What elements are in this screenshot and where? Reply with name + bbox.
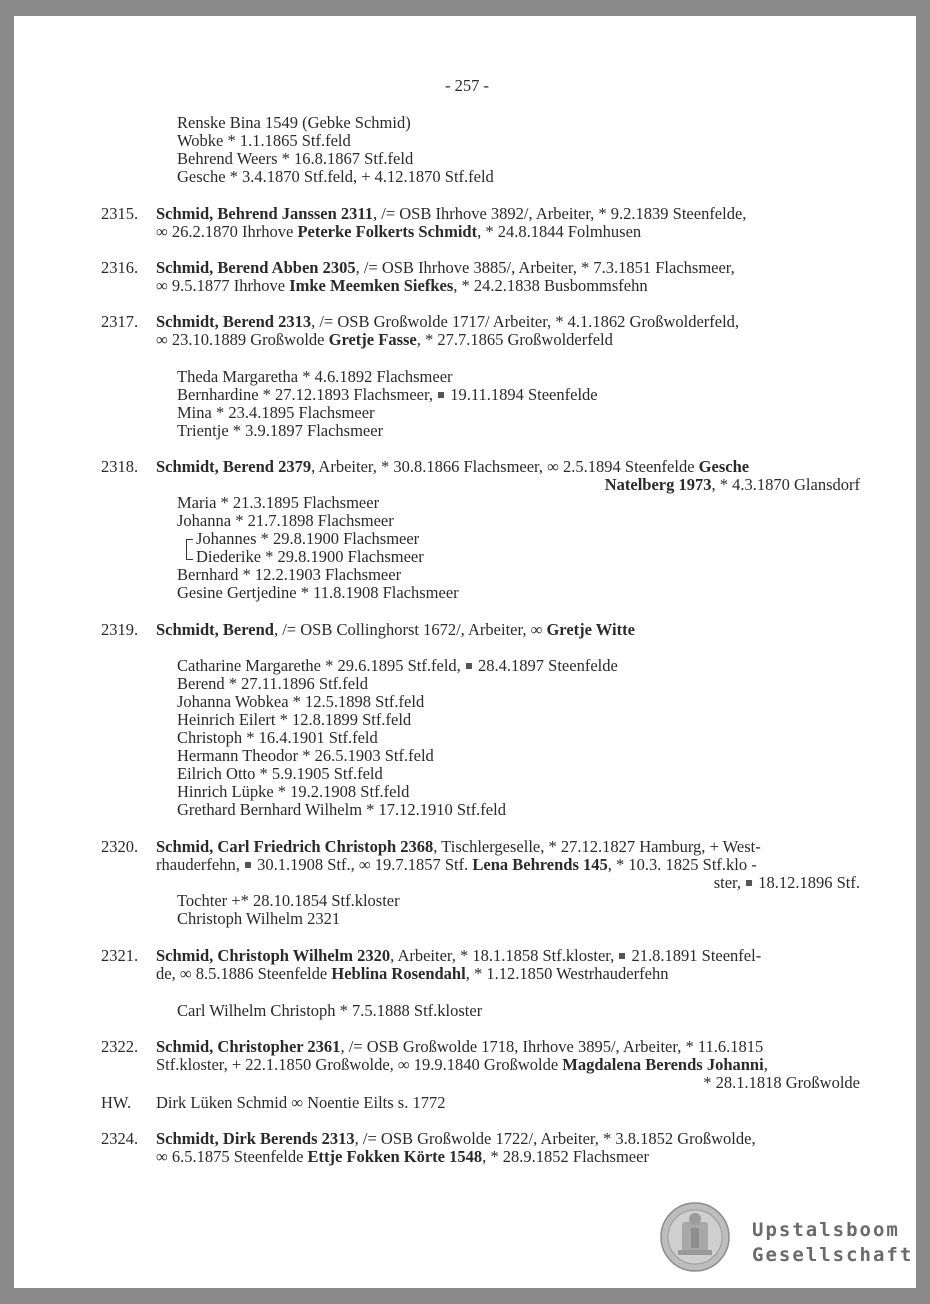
entry-text: ,	[763, 1055, 768, 1074]
entry-text: , /= OSB Großwolde 1722/, Arbeiter, * 3.8.1852 Großwolde,	[354, 1129, 756, 1148]
entry-text: ∞ 9.5.1877 Ihrhove	[156, 276, 290, 295]
child-text: Bernhardine * 27.12.1893 Flachsmeer,	[177, 385, 438, 404]
logo-text-line1: Upstalsboom	[752, 1219, 900, 1241]
child-line: Tochter +* 28.10.1854 Stf.kloster	[177, 891, 400, 910]
child-line: Grethard Bernhard Wilhelm * 17.12.1910 Stf.feld	[177, 800, 506, 819]
entry-line	[156, 856, 757, 874]
child-text: 19.11.1894 Steenfelde	[450, 385, 598, 404]
entry-text: ∞ 26.2.1870 Ihrhove	[156, 222, 298, 241]
entry-text: , /= OSB Großwolde 1717/ Arbeiter, * 4.1.1862 Großwolderfeld,	[311, 312, 740, 331]
child-line: Hermann Theodor * 26.5.1903 Stf.feld	[177, 746, 434, 765]
page-number: - 257 -	[445, 76, 489, 95]
entry-text: , * 24.8.1844 Folmhusen	[477, 222, 642, 241]
person-name: Schmidt, Berend	[156, 620, 274, 639]
entry-number: 2320.	[101, 837, 139, 856]
person-name: Schmid, Christopher 2361	[156, 1037, 341, 1056]
person-name: Schmid, Christoph Wilhelm 2320	[156, 946, 391, 965]
child-line: Hinrich Lüpke * 19.2.1908 Stf.feld	[177, 782, 410, 801]
entry-line	[156, 838, 761, 856]
entry-number: 2322.	[101, 1037, 139, 1056]
spouse-name: Gretje Witte	[546, 620, 635, 639]
entry-number: 2315.	[101, 204, 139, 223]
entry-line	[156, 277, 648, 295]
child-line	[177, 657, 618, 675]
spouse-name: Natelberg 1973	[604, 475, 712, 494]
child-line: Heinrich Eilert * 12.8.1899 Stf.feld	[177, 710, 412, 729]
entry-number: 2318.	[101, 457, 139, 476]
spouse-name: Peterke Folkerts Schmidt	[297, 222, 478, 241]
child-line: Bernhard * 12.2.1903 Flachsmeer	[177, 565, 402, 584]
seal-logo-icon	[660, 1202, 730, 1272]
entry-text: , * 10.3. 1825 Stf.klo -	[607, 855, 757, 874]
spouse-name: Lena Behrends 145	[472, 855, 608, 874]
child-line: Wobke * 1.1.1865 Stf.feld	[177, 131, 351, 150]
burial-symbol-icon	[438, 392, 444, 398]
entry-text: 21.8.1891 Steenfel-	[631, 946, 762, 965]
spouse-name: Gretje Fasse	[328, 330, 417, 349]
person-name: Schmid, Berend Abben 2305	[156, 258, 356, 277]
person-name: Schmidt, Berend 2379	[156, 457, 312, 476]
spouse-name: Heblina Rosendahl	[331, 964, 466, 983]
person-name: Schmid, Carl Friedrich Christoph 2368	[156, 837, 434, 856]
logo-text-line2: Gesellschaft	[752, 1244, 914, 1266]
entry-number: 2317.	[101, 312, 139, 331]
entry-text: rhauderfehn,	[156, 855, 244, 874]
child-line: Berend * 27.11.1896 Stf.feld	[177, 674, 368, 693]
entry-text: , * 27.7.1865 Großwolderfeld	[416, 330, 613, 349]
entry-line	[156, 1038, 763, 1056]
child-line: Trientje * 3.9.1897 Flachsmeer	[177, 421, 384, 440]
child-line: Christoph * 16.4.1901 Stf.feld	[177, 728, 378, 747]
child-line: Johanna * 21.7.1898 Flachsmeer	[177, 511, 394, 530]
child-line: Christoph Wilhelm 2321	[177, 909, 341, 928]
entry-line	[156, 621, 635, 639]
entry-line	[714, 874, 860, 892]
entry-text: , /= OSB Collinghorst 1672/, Arbeiter, ∞	[273, 620, 547, 639]
entry-text: , /= OSB Ihrhove 3892/, Arbeiter, * 9.2.1839 Steenfelde,	[373, 204, 747, 223]
child-line: Diederike * 29.8.1900 Flachsmeer	[196, 547, 424, 566]
entry-line	[156, 947, 761, 965]
child-line: Gesine Gertjedine * 11.8.1908 Flachsmeer	[177, 583, 459, 602]
person-name: Schmid, Behrend Janssen 2311	[156, 204, 373, 223]
spouse-name: Imke Meemken Siefkes	[289, 276, 454, 295]
child-line: Renske Bina 1549 (Gebke Schmid)	[177, 113, 411, 132]
child-line: Eilrich Otto * 5.9.1905 Stf.feld	[177, 764, 383, 783]
burial-symbol-icon	[746, 880, 752, 886]
entry-line: Dirk Lüken Schmid ∞ Noentie Eilts s. 1772	[156, 1093, 446, 1112]
child-line: Johannes * 29.8.1900 Flachsmeer	[196, 529, 420, 548]
entry-text: de, ∞ 8.5.1886 Steenfelde	[156, 964, 332, 983]
entry-line	[156, 223, 641, 241]
entry-number: 2316.	[101, 258, 139, 277]
entry-line	[156, 259, 735, 277]
entry-line	[605, 476, 860, 494]
child-line: Maria * 21.3.1895 Flachsmeer	[177, 493, 380, 512]
spouse-name: Magdalena Berends Johanni	[562, 1055, 764, 1074]
child-line: Carl Wilhelm Christoph * 7.5.1888 Stf.kloster	[177, 1001, 483, 1020]
person-name: Schmidt, Berend 2313	[156, 312, 312, 331]
entry-number: 2321.	[101, 946, 139, 965]
entry-line	[156, 965, 668, 983]
entry-text: , /= OSB Großwolde 1718, Ihrhove 3895/, Arbeiter, * 11.6.1815	[340, 1037, 764, 1056]
twin-bracket	[186, 539, 187, 560]
entry-line: * 28.1.1818 Großwolde	[703, 1073, 860, 1092]
entry-number: 2324.	[101, 1129, 139, 1148]
spouse-name: Ettje Fokken Körte 1548	[307, 1147, 483, 1166]
entry-number: HW.	[101, 1093, 132, 1112]
entry-line	[156, 205, 746, 223]
entry-text: ∞ 6.5.1875 Steenfelde	[156, 1147, 308, 1166]
burial-symbol-icon	[245, 862, 251, 868]
burial-symbol-icon	[619, 953, 625, 959]
person-name: Schmidt, Dirk Berends 2313	[156, 1129, 355, 1148]
entry-text: , Arbeiter, * 18.1.1858 Stf.kloster,	[390, 946, 619, 965]
child-line: Theda Margaretha * 4.6.1892 Flachsmeer	[177, 367, 453, 386]
child-line: Behrend Weers * 16.8.1867 Stf.feld	[177, 149, 414, 168]
entry-line	[156, 1148, 649, 1166]
burial-symbol-icon	[466, 663, 472, 669]
entry-text: , Arbeiter, * 30.8.1866 Flachsmeer, ∞ 2.5.1894 Steenfelde	[311, 457, 699, 476]
entry-text: ∞ 23.10.1889 Großwolde	[156, 330, 329, 349]
entry-text: ster,	[713, 873, 746, 892]
entry-text: , Tischlergeselle, * 27.12.1827 Hamburg, + West-	[433, 837, 761, 856]
spouse-name: Gesche	[698, 457, 750, 476]
child-line: Johanna Wobkea * 12.5.1898 Stf.feld	[177, 692, 425, 711]
entry-text: , /= OSB Ihrhove 3885/, Arbeiter, * 7.3.1851 Flachsmeer,	[355, 258, 735, 277]
entry-text: , * 1.12.1850 Westrhauderfehn	[465, 964, 669, 983]
entry-text: , * 28.9.1852 Flachsmeer	[482, 1147, 649, 1166]
child-line: Gesche * 3.4.1870 Stf.feld, + 4.12.1870 Stf.feld	[177, 167, 494, 186]
entry-text: 30.1.1908 Stf., ∞ 19.7.1857 Stf.	[257, 855, 473, 874]
child-line: Mina * 23.4.1895 Flachsmeer	[177, 403, 375, 422]
entry-line	[156, 458, 749, 476]
entry-line	[156, 331, 613, 349]
child-text: Catharine Margarethe * 29.6.1895 Stf.feld,	[177, 656, 465, 675]
entry-line	[156, 1130, 756, 1148]
entry-number: 2319.	[101, 620, 139, 639]
entry-text: 18.12.1896 Stf.	[758, 873, 860, 892]
child-line	[177, 386, 598, 404]
entry-text: Stf.kloster, + 22.1.1850 Großwolde, ∞ 19.9.1840 Großwolde	[156, 1055, 563, 1074]
child-text: 28.4.1897 Steenfelde	[478, 656, 618, 675]
entry-text: , * 24.2.1838 Busbommsfehn	[453, 276, 648, 295]
entry-line	[156, 313, 739, 331]
entry-line	[156, 1056, 768, 1074]
entry-text: , * 4.3.1870 Glansdorf	[711, 475, 860, 494]
